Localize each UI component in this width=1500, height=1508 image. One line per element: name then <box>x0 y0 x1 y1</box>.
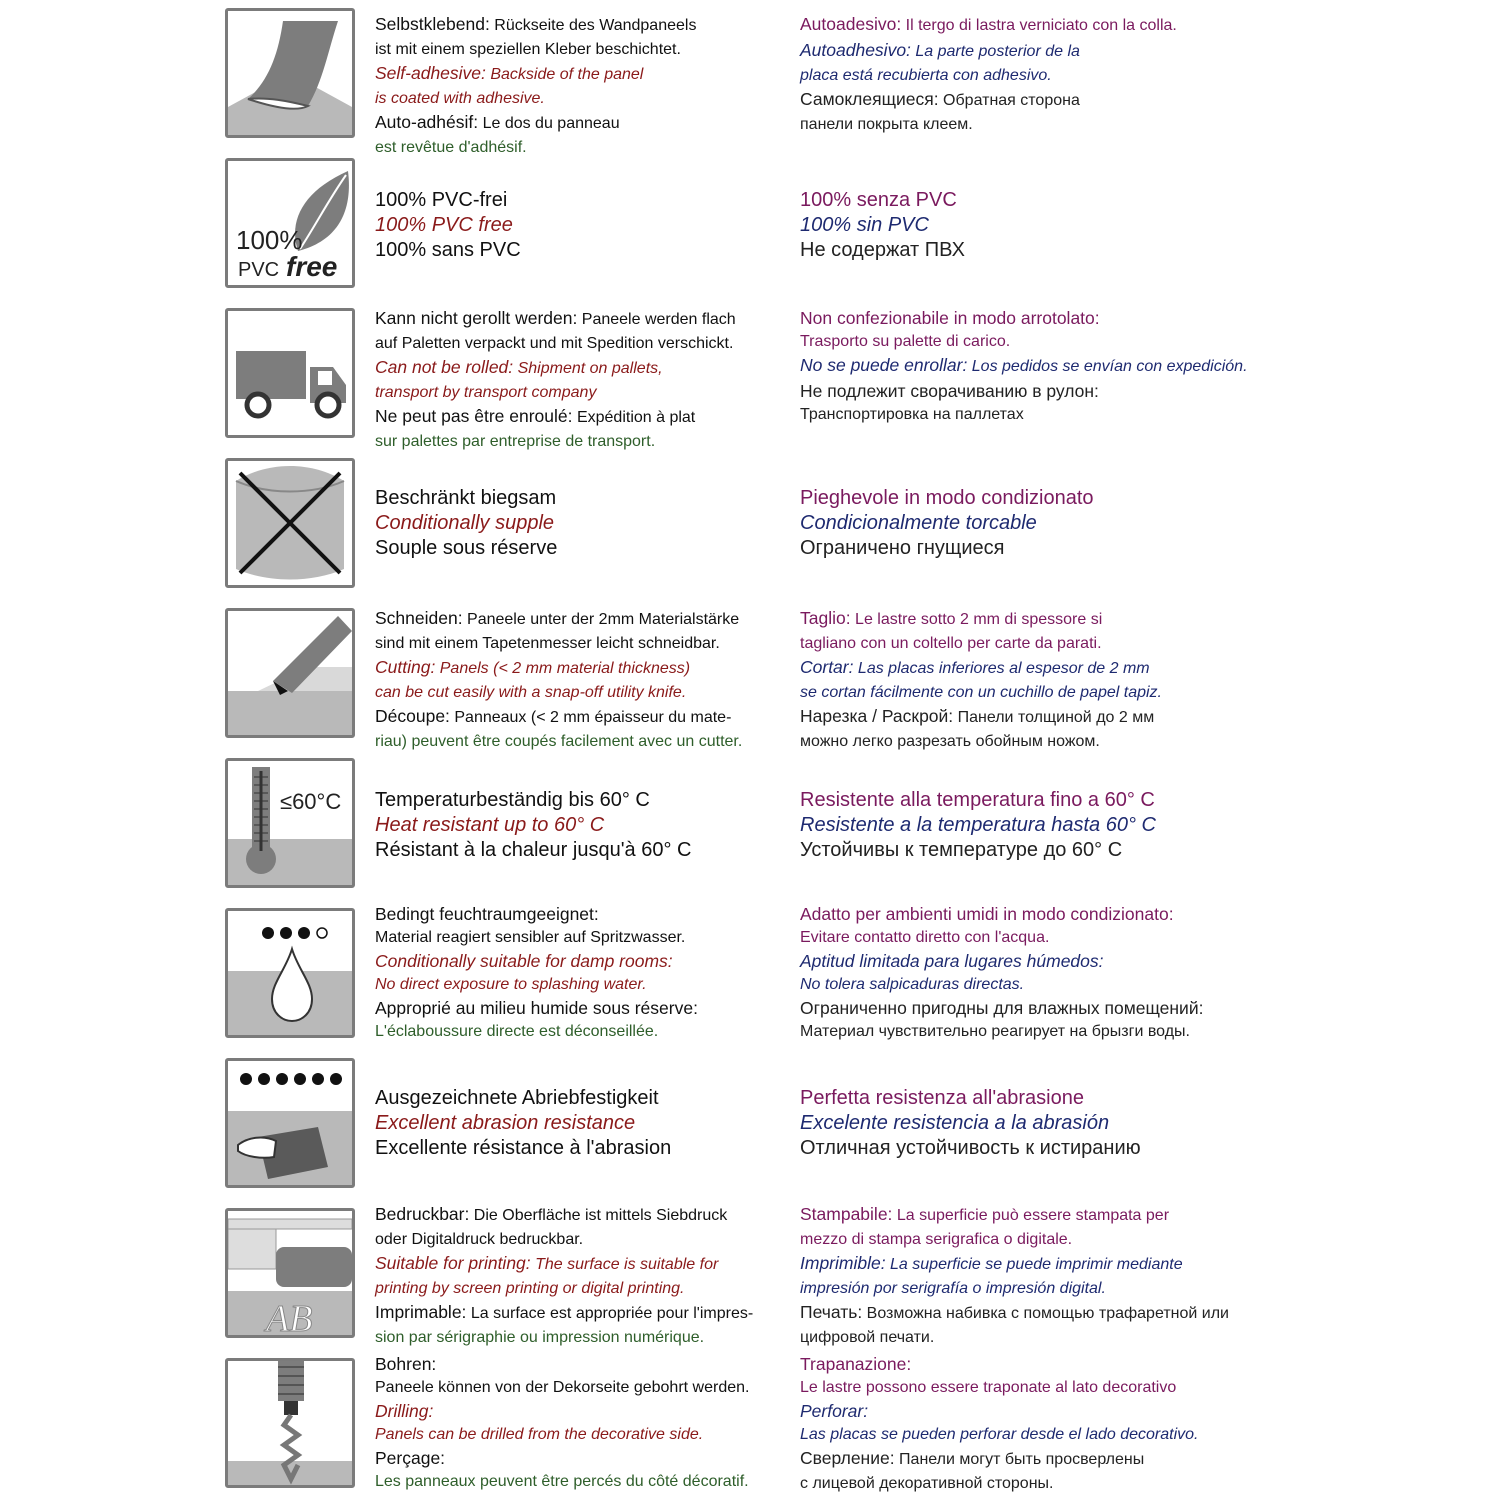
line-text: La parte posterior de la <box>910 43 1080 60</box>
text-line <box>800 403 1360 426</box>
line-text: printing by screen printing or digital printing. <box>375 1280 685 1297</box>
text-line <box>375 110 785 136</box>
line-text: Транспортировка на паллетах <box>800 406 1024 423</box>
line-text: цифровой печати. <box>800 1329 935 1346</box>
line-text: Rückseite des Wandpaneels <box>489 17 697 34</box>
line-heading: 100% sin PVC <box>800 214 929 236</box>
line-heading: Heat resistant up to 60° C <box>375 814 605 836</box>
description-de-en-fr <box>375 486 785 561</box>
line-text: oder Digitaldruck bedruckbar. <box>375 1231 584 1248</box>
line-heading: Imprimable: <box>375 1302 467 1322</box>
line-text: панели покрыта клеем. <box>800 116 973 133</box>
property-row <box>0 904 1500 1058</box>
line-heading: Устойчивы к температуре до 60° C <box>800 839 1123 861</box>
text-line <box>800 64 1360 87</box>
line-text: Le lastre sotto 2 mm di spessore si <box>850 611 1103 628</box>
description-de-en-fr <box>375 188 785 263</box>
line-text: mezzo di stampa serigrafica o digitale. <box>800 1231 1073 1248</box>
line-heading: 100% senza PVC <box>800 189 957 211</box>
max-temp-label: ≤60°C <box>280 789 342 814</box>
line-text: Evitare contatto diretto con l'acqua. <box>800 929 1050 946</box>
text-line <box>375 788 785 813</box>
text-line <box>375 136 785 159</box>
line-text: Paneele können von der Dekorseite gebohrt werden. <box>375 1379 750 1396</box>
text-line <box>800 12 1360 38</box>
text-line <box>375 973 785 996</box>
text-line <box>800 838 1360 863</box>
property-row <box>0 458 1500 608</box>
line-text: Die Oberfläche ist mittels Siebdruck <box>469 1207 728 1224</box>
text-line <box>375 681 785 704</box>
text-line <box>375 926 785 949</box>
text-line <box>800 606 1360 632</box>
line-heading: Bohren: <box>375 1354 437 1374</box>
line-text: sion par sérigraphie ou impression numérique. <box>375 1329 705 1346</box>
text-line <box>375 404 785 430</box>
text-line <box>375 730 785 753</box>
line-heading: Сверление: <box>800 1448 895 1468</box>
text-line <box>800 1446 1360 1472</box>
line-heading: Non confezionabile in modo arrotolato: <box>800 308 1100 328</box>
line-heading: Отличная устойчивость к истиранию <box>800 1137 1141 1159</box>
line-text: Les panneaux peuvent être percés du côté décoratif. <box>375 1473 749 1490</box>
text-line <box>375 61 785 87</box>
line-text: Las placas inferiores al espesor de 2 mm <box>853 660 1150 677</box>
line-text: Las placas se pueden perforar desde el lado decorativo. <box>800 1426 1199 1443</box>
text-line <box>800 379 1360 403</box>
text-line <box>800 87 1360 113</box>
description-de-en-fr <box>375 1086 785 1161</box>
text-line <box>375 1228 785 1251</box>
text-line <box>375 12 785 38</box>
line-heading: Approprié au milieu humide sous réserve: <box>375 998 698 1018</box>
line-text: Material reagiert sensibler auf Spritzwasser. <box>375 929 686 946</box>
line-text: Los pedidos se envían con expedición. <box>967 358 1248 375</box>
line-heading: Ausgezeichnete Abriebfestigkeit <box>375 1087 659 1109</box>
description-it-es-ru <box>800 188 1360 263</box>
text-line <box>375 1251 785 1277</box>
line-heading: Ограниченно пригодны для влажных помещений: <box>800 998 1204 1018</box>
line-heading: Can not be rolled: <box>375 357 514 377</box>
line-heading: Aptitud limitada para lugares húmedos: <box>800 951 1104 971</box>
line-heading: Excelente resistencia a la abrasión <box>800 1112 1110 1134</box>
text-line <box>375 87 785 110</box>
line-text: Panels can be drilled from the decorative side. <box>375 1426 704 1443</box>
line-heading: Resistente alla temperatura fino a 60° C <box>800 789 1155 811</box>
text-line <box>800 1086 1360 1111</box>
line-heading: 100% PVC free <box>375 214 513 236</box>
text-line <box>800 704 1360 730</box>
text-line <box>375 381 785 404</box>
line-text: Panneaux (< 2 mm épaisseur du mate- <box>449 709 732 726</box>
line-heading: Perfetta resistenza all'abrasione <box>800 1087 1084 1109</box>
svg-text:free: free <box>286 251 338 282</box>
line-text: Paneele unter der 2mm Materialstärke <box>462 611 740 628</box>
text-line <box>800 902 1360 926</box>
text-line <box>800 813 1360 838</box>
text-line <box>800 655 1360 681</box>
line-text: placa está recubierta con adhesivo. <box>800 67 1052 84</box>
line-heading: Conditionally suitable for damp rooms: <box>375 951 673 971</box>
conditionally-supple-icon <box>225 458 355 588</box>
line-text: Обратная сторона <box>938 92 1080 109</box>
text-line <box>800 1020 1360 1043</box>
text-line <box>800 213 1360 238</box>
text-line <box>800 926 1360 949</box>
line-text: tagliano con un coltello per carte da parati. <box>800 635 1102 652</box>
property-row <box>0 1204 1500 1358</box>
text-line <box>375 1086 785 1111</box>
drill-icon <box>225 1358 355 1488</box>
text-line <box>800 1277 1360 1300</box>
text-line <box>375 430 785 453</box>
line-heading: Excellente résistance à l'abrasion <box>375 1137 672 1159</box>
text-line <box>800 996 1360 1020</box>
description-de-en-fr <box>375 1202 785 1349</box>
text-line <box>375 1376 785 1399</box>
description-it-es-ru <box>800 1202 1360 1349</box>
line-text: Paneele werden flach <box>577 311 736 328</box>
line-heading: Resistente a la temperatura hasta 60° C <box>800 814 1156 836</box>
description-de-en-fr <box>375 12 785 159</box>
line-heading: Autoadesivo: <box>800 14 902 34</box>
text-line <box>375 213 785 238</box>
line-heading: Bedingt feuchtraumgeeignet: <box>375 904 599 924</box>
text-line <box>375 704 785 730</box>
line-heading: Не содержат ПВХ <box>800 239 965 261</box>
line-text: La superficie può essere stampata per <box>892 1207 1170 1224</box>
line-text: The surface is suitable for <box>530 1256 719 1273</box>
self-adhesive-icon <box>225 8 355 138</box>
line-text: No tolera salpicaduras directas. <box>800 976 1025 993</box>
text-line <box>800 1136 1360 1161</box>
description-de-en-fr <box>375 306 785 453</box>
text-line <box>375 949 785 973</box>
text-line <box>800 1326 1360 1349</box>
line-text: ist mit einem speziellen Kleber beschichtet. <box>375 41 681 58</box>
line-heading: Ne peut pas être enroulé: <box>375 406 573 426</box>
text-line <box>375 238 785 263</box>
line-text: sind mit einem Tapetenmesser leicht schneidbar. <box>375 635 720 652</box>
line-heading: Bedruckbar: <box>375 1204 470 1224</box>
text-line <box>800 949 1360 973</box>
line-heading: 100% PVC-frei <box>375 189 508 211</box>
printing-roller-icon <box>225 1208 355 1338</box>
line-heading: Souple sous réserve <box>375 537 558 559</box>
text-line <box>800 486 1360 511</box>
text-line <box>800 973 1360 996</box>
line-heading: Autoadhesivo: <box>800 40 911 60</box>
description-it-es-ru <box>800 1352 1360 1495</box>
text-line <box>375 511 785 536</box>
property-row <box>0 8 1500 158</box>
pvc-free-icon <box>225 158 355 288</box>
text-line <box>375 1446 785 1470</box>
line-text: Il tergo di lastra verniciato con la colla. <box>901 17 1177 34</box>
line-heading: Perforar: <box>800 1401 869 1421</box>
line-heading: Drilling: <box>375 1401 434 1421</box>
line-text: riau) peuvent être coupés facilement avec un cutter. <box>375 733 743 750</box>
pvc-free-percent: 100% <box>236 225 303 255</box>
text-line <box>375 1470 785 1493</box>
text-line <box>800 113 1360 136</box>
text-line <box>375 1399 785 1423</box>
cutting-knife-icon <box>225 608 355 738</box>
text-line <box>800 632 1360 655</box>
line-text: is coated with adhesive. <box>375 90 545 107</box>
line-heading: Stampabile: <box>800 1204 893 1224</box>
line-text: с лицевой декоративной стороны. <box>800 1475 1054 1492</box>
line-text: Trasporto su palette di carico. <box>800 333 1011 350</box>
line-heading: Résistant à la chaleur jusqu'à 60° C <box>375 839 692 861</box>
text-line <box>800 1399 1360 1423</box>
property-row <box>0 1354 1500 1508</box>
description-it-es-ru <box>800 788 1360 863</box>
property-row <box>0 758 1500 908</box>
text-line <box>375 606 785 632</box>
text-line <box>375 1277 785 1300</box>
svg-text:PVC: PVC <box>238 259 280 281</box>
line-heading: 100% sans PVC <box>375 239 521 261</box>
line-text: No direct exposure to splashing water. <box>375 976 647 993</box>
line-text: can be cut easily with a snap-off utility knife. <box>375 684 687 701</box>
line-heading: Trapanazione: <box>800 1354 912 1374</box>
line-text: transport by transport company <box>375 384 597 401</box>
text-line <box>375 813 785 838</box>
text-line <box>800 1300 1360 1326</box>
text-line <box>800 536 1360 561</box>
line-heading: No se puede enrollar: <box>800 355 968 375</box>
line-text: Le lastre possono essere traponate al lato decorativo <box>800 1379 1177 1396</box>
thermometer-icon <box>225 758 355 888</box>
property-row <box>0 308 1500 458</box>
line-text: se cortan fácilmente con un cuchillo de papel tapiz. <box>800 684 1162 701</box>
description-it-es-ru <box>800 306 1360 426</box>
text-line <box>375 655 785 681</box>
text-line <box>800 238 1360 263</box>
text-line <box>375 38 785 61</box>
line-heading: Adatto per ambienti umidi in modo condizionato: <box>800 904 1174 924</box>
text-line <box>800 511 1360 536</box>
line-text: Shipment on pallets, <box>513 360 663 377</box>
text-line <box>800 1376 1360 1399</box>
text-line <box>375 1111 785 1136</box>
line-text: auf Paletten verpackt und mit Spedition verschickt. <box>375 335 734 352</box>
line-text: sur palettes par entreprise de transport. <box>375 433 656 450</box>
line-heading: Suitable for printing: <box>375 1253 531 1273</box>
text-line <box>375 306 785 332</box>
text-line <box>375 632 785 655</box>
property-row <box>0 608 1500 758</box>
line-text: Le dos du panneau <box>478 115 620 132</box>
line-text: Panels (< 2 mm material thickness) <box>435 660 691 677</box>
line-heading: Taglio: <box>800 608 851 628</box>
text-line <box>375 902 785 926</box>
line-heading: Imprimible: <box>800 1253 886 1273</box>
line-text: est revêtue d'adhésif. <box>375 139 527 156</box>
printed-sample-letters: AB <box>266 1298 313 1335</box>
line-text: можно легко разрезать обойным ножом. <box>800 733 1100 750</box>
property-row <box>0 1058 1500 1208</box>
line-heading: Самоклеящиеся: <box>800 89 939 109</box>
text-line <box>800 1111 1360 1136</box>
text-line <box>800 38 1360 64</box>
text-line <box>375 1202 785 1228</box>
text-line <box>375 838 785 863</box>
text-line <box>800 330 1360 353</box>
description-it-es-ru <box>800 1086 1360 1161</box>
text-line <box>375 355 785 381</box>
line-heading: Découpe: <box>375 706 450 726</box>
truck-icon <box>225 308 355 438</box>
text-line <box>800 353 1360 379</box>
line-heading: Печать: <box>800 1302 863 1322</box>
text-line <box>800 730 1360 753</box>
property-row <box>0 158 1500 308</box>
line-text: Backside of the panel <box>485 66 644 83</box>
text-line <box>800 1472 1360 1495</box>
text-line <box>375 1020 785 1043</box>
line-heading: Condicionalmente torcable <box>800 512 1037 534</box>
text-line <box>375 1136 785 1161</box>
text-line <box>375 332 785 355</box>
line-heading: Self-adhesive: <box>375 63 486 83</box>
text-line <box>800 1228 1360 1251</box>
line-heading: Kann nicht gerollt werden: <box>375 308 578 328</box>
text-line <box>800 788 1360 813</box>
water-drop-icon <box>225 908 355 1038</box>
description-it-es-ru <box>800 486 1360 561</box>
line-text: Expédition à plat <box>572 409 696 426</box>
line-text: Панели толщиной до 2 мм <box>953 709 1155 726</box>
line-text: La surface est appropriée pour l'impres- <box>466 1305 754 1322</box>
description-de-en-fr <box>375 788 785 863</box>
line-heading: Beschränkt biegsam <box>375 487 557 509</box>
line-heading: Cortar: <box>800 657 854 677</box>
line-text: Материал чувствительно реагирует на брызги воды. <box>800 1023 1190 1040</box>
text-line <box>800 1352 1360 1376</box>
line-text: Возможна набивка с помощью трафаретной или <box>862 1305 1229 1322</box>
line-heading: Temperaturbeständig bis 60° C <box>375 789 650 811</box>
text-line <box>375 536 785 561</box>
text-line <box>375 1300 785 1326</box>
line-heading: Selbstklebend: <box>375 14 490 34</box>
line-heading: Не подлежит сворачиванию в рулон: <box>800 381 1099 401</box>
line-heading: Auto-adhésif: <box>375 112 479 132</box>
line-heading: Excellent abrasion resistance <box>375 1112 636 1134</box>
text-line <box>375 1423 785 1446</box>
text-line <box>800 188 1360 213</box>
line-text: La superficie se puede imprimir mediante <box>885 1256 1183 1273</box>
text-line <box>375 1352 785 1376</box>
text-line <box>375 486 785 511</box>
line-heading: Cutting: <box>375 657 436 677</box>
text-line <box>800 1202 1360 1228</box>
text-line <box>800 306 1360 330</box>
line-text: Панели могут быть просверлены <box>894 1451 1145 1468</box>
text-line <box>375 1326 785 1349</box>
text-line <box>800 1251 1360 1277</box>
line-text: impresión por serigrafía o impresión digital. <box>800 1280 1106 1297</box>
description-de-en-fr <box>375 1352 785 1493</box>
description-de-en-fr <box>375 902 785 1043</box>
text-line <box>375 188 785 213</box>
description-it-es-ru <box>800 902 1360 1043</box>
line-heading: Нарезка / Раскрой: <box>800 706 954 726</box>
abrasion-resistance-icon <box>225 1058 355 1188</box>
line-heading: Pieghevole in modo condizionato <box>800 487 1094 509</box>
description-de-en-fr <box>375 606 785 753</box>
line-heading: Conditionally supple <box>375 512 555 534</box>
text-line <box>375 996 785 1020</box>
line-heading: Schneiden: <box>375 608 463 628</box>
text-line <box>800 681 1360 704</box>
line-heading: Ограничено гнущиеся <box>800 537 1005 559</box>
text-line <box>800 1423 1360 1446</box>
description-it-es-ru <box>800 606 1360 753</box>
line-heading: Perçage: <box>375 1448 446 1468</box>
description-it-es-ru <box>800 12 1360 136</box>
line-text: L'éclaboussure directe est déconseillée. <box>375 1023 659 1040</box>
